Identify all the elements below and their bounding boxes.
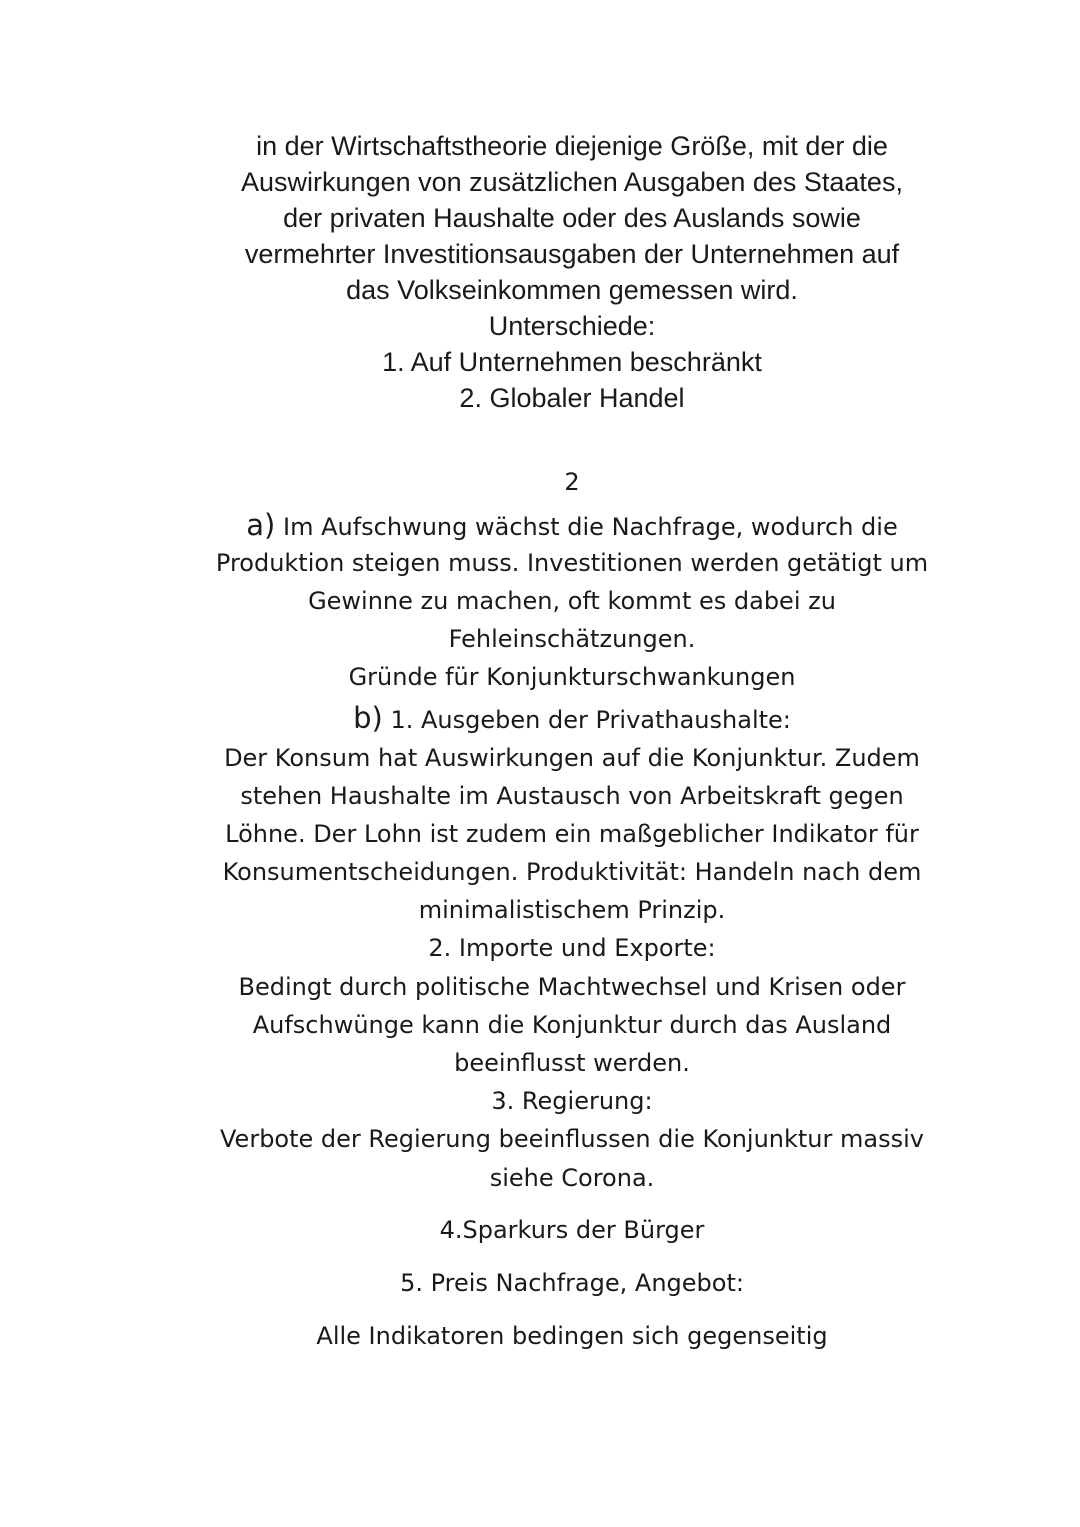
definition-line: in der Wirtschaftstheorie diejenige Größe, mit der die: [256, 131, 888, 161]
b3-line: siehe Corona.: [489, 1164, 655, 1192]
b1-line: Löhne. Der Lohn ist zudem ein maßgeblicher Indikator für: [225, 820, 919, 848]
section-number: 2: [564, 468, 580, 496]
b3-heading: 3. Regierung:: [491, 1087, 653, 1115]
definition-line: der privaten Haushalte oder des Auslands sowie: [283, 203, 861, 233]
part-b-line: [0, 700, 1080, 736]
part-a-text: Im Aufschwung wächst die Nachfrage, wodurch die: [283, 513, 898, 541]
b1-line: Der Konsum hat Auswirkungen auf die Konjunktur. Zudem: [224, 744, 920, 772]
difference-item: 2. Globaler Handel: [459, 383, 685, 413]
differences-heading: Unterschiede:: [488, 311, 656, 341]
reasons-heading: Gründe für Konjunkturschwankungen: [348, 663, 796, 691]
b1-line: minimalistischem Prinzip.: [418, 896, 726, 924]
b1-line: stehen Haushalte im Austausch von Arbeitskraft gegen: [240, 782, 904, 810]
part-a-marker: a): [246, 508, 276, 542]
definition-line: das Volkseinkommen gemessen wird.: [346, 275, 798, 305]
definition-line: vermehrter Investitionsausgaben der Unternehmen auf: [244, 239, 900, 269]
b1-line: Konsumentscheidungen. Produktivität: Handeln nach dem: [222, 858, 922, 886]
part-a-line: [0, 507, 1080, 543]
b2-line: Bedingt durch politische Machtwechsel und Krisen oder: [238, 973, 906, 1001]
part-a-line: Fehleinschätzungen.: [448, 625, 696, 653]
b2-line: Aufschwünge kann die Konjunktur durch das Ausland: [252, 1011, 892, 1039]
b3-line: Verbote der Regierung beeinflussen die Konjunktur massiv: [220, 1125, 924, 1153]
b5-heading: 5. Preis Nachfrage, Angebot:: [400, 1269, 744, 1297]
conclusion-text: Alle Indikatoren bedingen sich gegenseitig: [316, 1322, 828, 1350]
b2-heading: 2. Importe und Exporte:: [428, 934, 716, 962]
part-a-line: Produktion steigen muss. Investitionen werden getätigt um: [215, 549, 929, 577]
b1-heading: 1. Ausgeben der Privathaushalte:: [390, 706, 791, 734]
definition-line: Auswirkungen von zusätzlichen Ausgaben des Staates,: [241, 167, 903, 197]
b4-heading: 4.Sparkurs der Bürger: [439, 1216, 705, 1244]
difference-item: 1. Auf Unternehmen beschränkt: [382, 347, 762, 377]
part-b-marker: b): [353, 701, 383, 735]
b2-line: beeinflusst werden.: [454, 1049, 690, 1077]
part-a-line: Gewinne zu machen, oft kommt es dabei zu: [308, 587, 836, 615]
